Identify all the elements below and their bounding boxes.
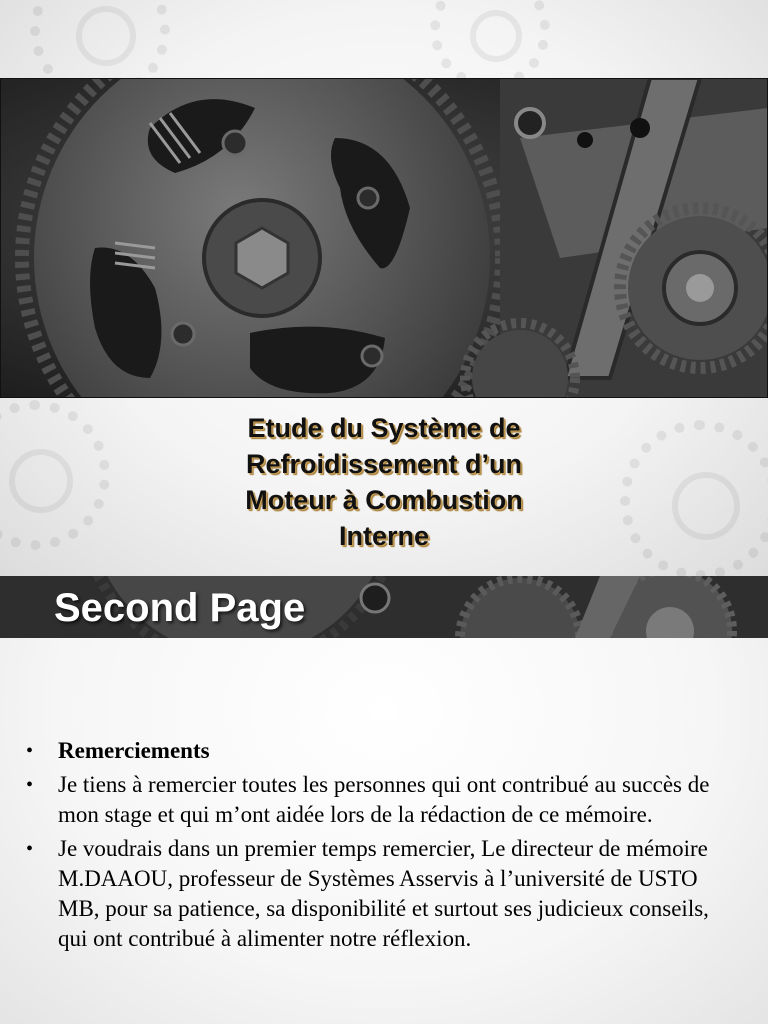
- list-item: [26, 834, 736, 954]
- slide-title: [184, 410, 584, 554]
- title-line-3: Moteur à Combustion: [245, 485, 523, 515]
- bullet-icon: •: [26, 838, 34, 860]
- bullet-heading: Remerciements: [58, 738, 210, 763]
- list-item: [26, 770, 736, 830]
- title-line-1: Etude du Système de: [247, 413, 521, 443]
- bullet-text: Je voudrais dans un premier temps remercier, Le directeur de mémoire M.DAAOU, professeur de Systèmes Asservis à l’université de USTO MB, pour sa patience, sa disponibilité et surtout ses judicieux conseils, qui ont contribué à alimenter notre réflexion.: [58, 836, 709, 951]
- faded-gear-bottom-right: [620, 420, 768, 576]
- bullet-text: Je tiens à remercier toutes les personnes qui ont contribué au succès de mon stage et qui m’ont aidée lors de la rédaction de ce mémoire.: [58, 772, 710, 827]
- gear-photo-banner: [0, 78, 768, 398]
- title-line-4: Interne: [338, 521, 430, 551]
- list-item: [26, 736, 736, 766]
- faded-gear-top-right: [430, 0, 550, 90]
- large-gear: [22, 78, 502, 398]
- gears-illustration: [0, 78, 768, 398]
- slide2-title: Second Page: [54, 586, 306, 630]
- title-line-2: Refroidissement d’un: [245, 449, 523, 479]
- bullet-list: [26, 736, 736, 958]
- bullet-icon: •: [26, 740, 34, 762]
- right-machinery: [465, 78, 768, 398]
- content-slide: [0, 576, 768, 1024]
- bullet-icon: •: [26, 774, 34, 796]
- gear-header-banner: [0, 576, 768, 638]
- faded-gear-bottom-left: [0, 400, 110, 550]
